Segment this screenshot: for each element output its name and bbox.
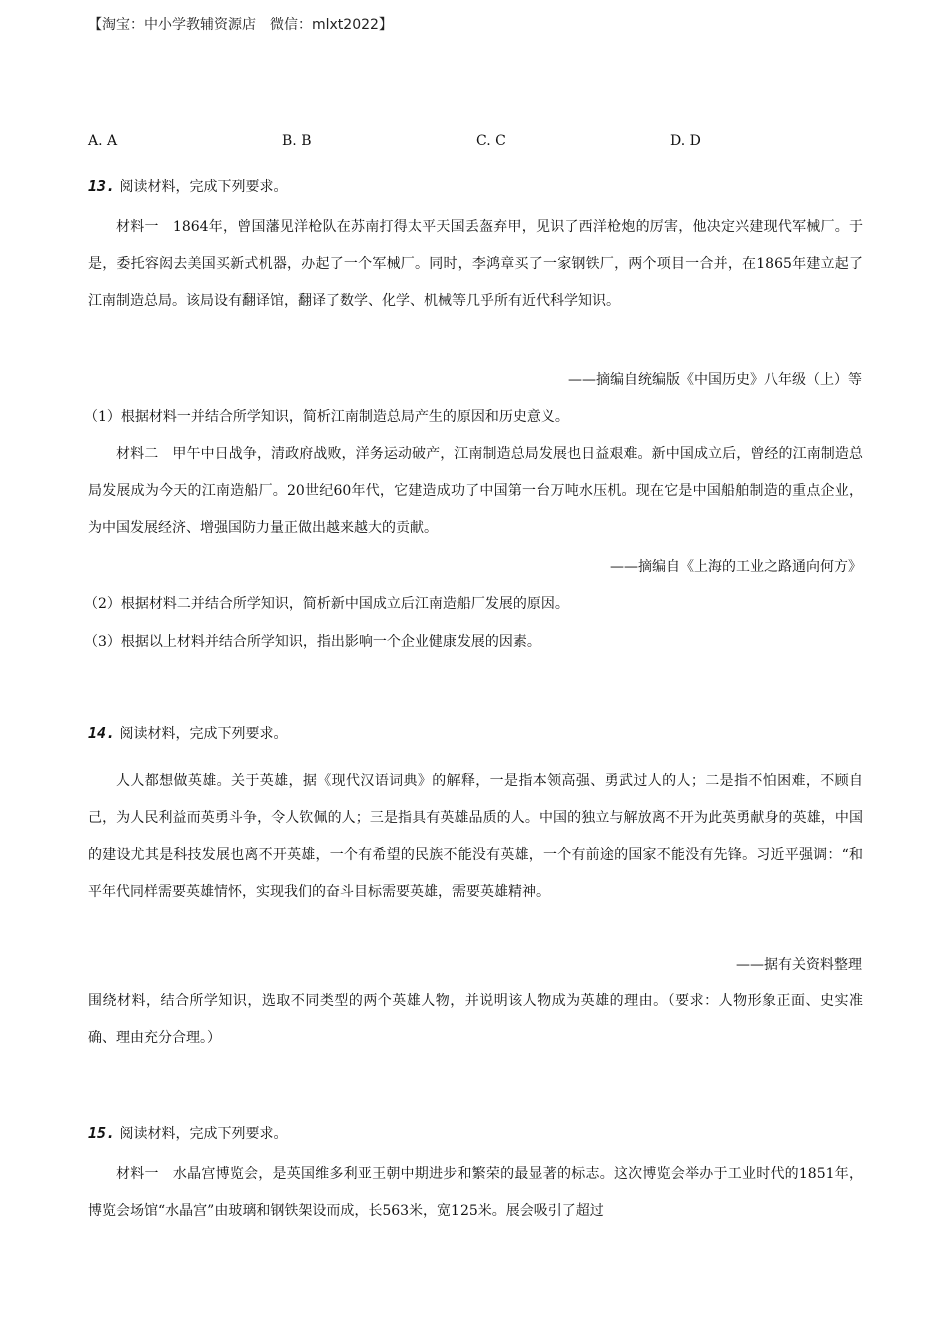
q14-source: ——据有关资料整理 bbox=[736, 957, 862, 973]
q14-material: 人人都想做英雄。关于英雄，据《现代汉语词典》的解释，一是指本领高强、勇武过人的人；二是指不怕困难，不顾自己，为人民利益而英勇斗争，令人钦佩的人；三是指具有英雄品质的人。中国的独立与解放离不开为此英勇献身的英雄，中国的建设尤其是科技发展也离不开英雄，一个有希望的民族不能没有英雄，一个有前途的国家不能没有先锋。习近平强调：“和平年代同样需要英雄情怀，实现我们的奋斗目标需要英雄，需要英雄精神。 bbox=[88, 773, 863, 900]
question-13-title bbox=[88, 176, 288, 196]
q13-source-2: ——摘编自《上海的工业之路通向何方》 bbox=[610, 559, 862, 575]
option-d: D. D bbox=[670, 133, 701, 149]
page-header: 【淘宝：中小学教辅资源店 微信：mlxt2022】 bbox=[88, 17, 393, 33]
question-prompt: 阅读材料，完成下列要求。 bbox=[119, 1126, 288, 1142]
q13-material-2: 材料二 甲午中日战争，清政府战败，洋务运动破产，江南制造总局发展也日益艰难。新中国成立后，曾经的江南制造总局发展成为今天的江南造船厂。20世纪60年代，它建造成功了中国第一台万吨水压机。现在它是中国船舶制造的重点企业，为中国发展经济、增强国防力量正做出越来越大的贡献。 bbox=[88, 446, 863, 536]
q13-task-1: （1）根据材料一并结合所学知识，简析江南制造总局产生的原因和历史意义。 bbox=[84, 409, 569, 425]
question-15-title bbox=[88, 1123, 288, 1143]
option-b: B. B bbox=[282, 133, 312, 149]
question-prompt: 阅读材料，完成下列要求。 bbox=[119, 179, 288, 195]
q14-task: 围绕材料，结合所学知识，选取不同类型的两个英雄人物，并说明该人物成为英雄的理由。（要求：人物形象正面、史实准确、理由充分合理。） bbox=[88, 993, 863, 1046]
option-c: C. C bbox=[476, 133, 506, 149]
q13-material-1: 材料一 1864年，曾国藩见洋枪队在苏南打得太平天国丢盔弃甲，见识了西洋枪炮的厉害，他决定兴建现代军械厂。于是，委托容闳去美国买新式机器，办起了一个军械厂。同时，李鸿章买了一家钢铁厂，两个项目一合并，在1865年建立起了江南制造总局。该局设有翻译馆，翻译了数学、化学、机械等几乎所有近代科学知识。 bbox=[88, 219, 863, 309]
question-number: 15. bbox=[88, 1124, 116, 1142]
q13-task-2: （2）根据材料二并结合所学知识，简析新中国成立后江南造船厂发展的原因。 bbox=[84, 596, 569, 612]
question-number: 14. bbox=[88, 724, 116, 742]
question-prompt: 阅读材料，完成下列要求。 bbox=[119, 726, 288, 742]
option-a: A. A bbox=[88, 133, 118, 149]
q13-source-1: ——摘编自统编版《中国历史》八年级（上）等 bbox=[568, 372, 862, 388]
q15-material-1: 材料一 水晶宫博览会，是英国维多利亚王朝中期进步和繁荣的最显著的标志。这次博览会举办于工业时代的1851年，博览会场馆“水晶宫”由玻璃和钢铁架设而成，长563米，宽125米。展会吸引了超过 bbox=[88, 1166, 863, 1219]
question-number: 13. bbox=[88, 177, 116, 195]
q13-task-3: （3）根据以上材料并结合所学知识，指出影响一个企业健康发展的因素。 bbox=[84, 634, 541, 650]
question-14-title bbox=[88, 723, 288, 743]
